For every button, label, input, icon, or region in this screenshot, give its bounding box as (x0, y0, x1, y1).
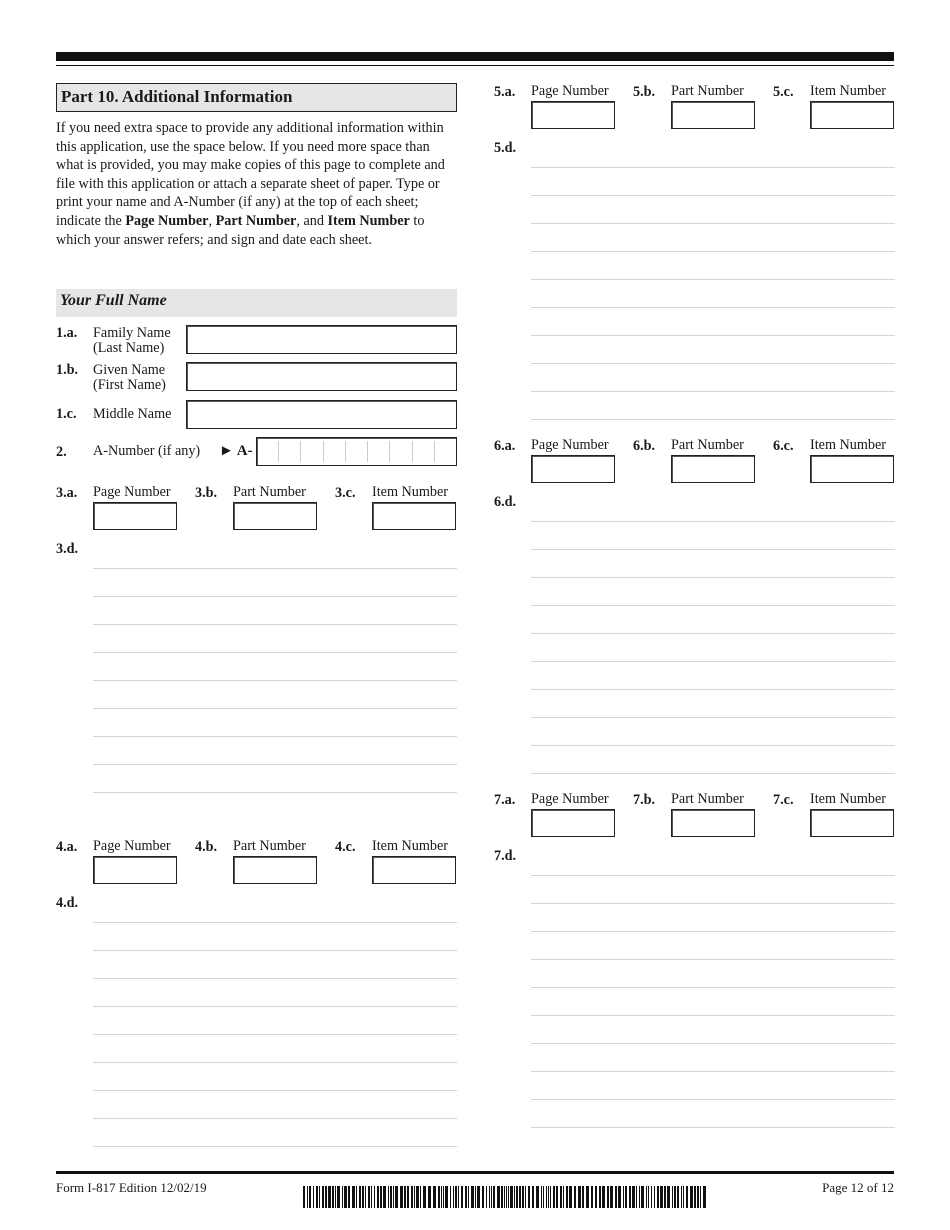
barcode-bar (414, 1186, 415, 1208)
barcode-bar (548, 1186, 549, 1208)
writing-line (531, 1015, 895, 1016)
page-number-field-3[interactable] (93, 502, 177, 530)
writing-line (531, 717, 895, 718)
barcode-bar (586, 1186, 589, 1208)
item-number-5a: 5.a. (494, 84, 516, 100)
barcode-bar (438, 1186, 440, 1208)
item-number-1a: 1.a. (56, 325, 78, 341)
a-number-digit-cell[interactable] (301, 441, 323, 462)
barcode-bar (486, 1186, 487, 1208)
barcode-bar (690, 1186, 693, 1208)
barcode-bar (629, 1186, 631, 1208)
barcode-bar (482, 1186, 484, 1208)
writing-line (93, 1090, 457, 1091)
barcode-bar (445, 1186, 448, 1208)
top-rule-thick (56, 52, 894, 61)
item-number-7a: 7.a. (494, 792, 516, 808)
barcode-bar (475, 1186, 476, 1208)
barcode-bar (501, 1186, 503, 1208)
barcode-bar (686, 1186, 688, 1208)
barcode-bar (618, 1186, 621, 1208)
barcode-bar (595, 1186, 597, 1208)
barcode-bar (362, 1186, 364, 1208)
item-number-4d: 4.d. (56, 895, 79, 911)
barcode-bar (632, 1186, 635, 1208)
barcode-bar (497, 1186, 500, 1208)
writing-line (531, 689, 895, 690)
barcode-bar (332, 1186, 334, 1208)
barcode-bar (493, 1186, 495, 1208)
item-number-7c: 7.c. (773, 792, 794, 808)
page-number-label-3: Page Number (93, 484, 171, 500)
barcode-bar (563, 1186, 564, 1208)
barcode-bar (348, 1186, 350, 1208)
barcode-bar (420, 1186, 421, 1208)
barcode-bar (516, 1186, 518, 1208)
part-number-field-5[interactable] (671, 101, 755, 129)
part-number-field-4[interactable] (233, 856, 317, 884)
barcode-image (303, 1186, 707, 1208)
part-number-label-7: Part Number (671, 791, 744, 807)
barcode-bar (407, 1186, 409, 1208)
barcode-bar (388, 1186, 389, 1208)
barcode-bar (703, 1186, 706, 1208)
a-number-digit-cell[interactable] (279, 441, 301, 462)
page-number-field-4[interactable] (93, 856, 177, 884)
item-number-1b: 1.b. (56, 362, 79, 378)
barcode-bar (506, 1186, 507, 1208)
page-number-label-5: Page Number (531, 83, 609, 99)
barcode-bar (541, 1186, 542, 1208)
barcode-bar (566, 1186, 568, 1208)
item-number-field-7[interactable] (810, 809, 894, 837)
writing-line (531, 605, 895, 606)
instructions-paragraph: If you need extra space to provide any additional information within this application, use the space below. If you need more space than what is provided, you may make copies of this page to complete and file with this application or attach a separate sheet of paper. Type or print your name and A-Number (if any) at the top of each sheet; indicate the Page Number, Part Number, and Item Number to which your answer refers; and sign and date each sheet. (56, 120, 445, 248)
part-number-field-6[interactable] (671, 455, 755, 483)
barcode-bar (383, 1186, 386, 1208)
barcode-bar (519, 1186, 521, 1208)
writing-line (93, 1062, 457, 1063)
barcode-bar (615, 1186, 617, 1208)
barcode-bar (423, 1186, 426, 1208)
item-number-label-5: Item Number (810, 83, 887, 99)
barcode-bar (428, 1186, 431, 1208)
barcode-bar (374, 1186, 375, 1208)
writing-line (531, 633, 895, 634)
barcode-bar (443, 1186, 444, 1208)
barcode-bar (344, 1186, 347, 1208)
writing-line (531, 959, 895, 960)
part-number-label-4: Part Number (233, 838, 306, 854)
family-name-label: Family Name (Last Name) (93, 325, 171, 356)
a-number-digit-cell[interactable] (346, 441, 368, 462)
barcode-bar (352, 1186, 355, 1208)
barcode-bar (610, 1186, 613, 1208)
barcode-bar (556, 1186, 558, 1208)
barcode-bar (639, 1186, 640, 1208)
item-number-field-4[interactable] (372, 856, 456, 884)
barcode-bar (416, 1186, 419, 1208)
writing-line (531, 931, 895, 932)
writing-line (531, 661, 895, 662)
item-number-2: 2. (56, 444, 67, 460)
middle-name-label: Middle Name (93, 406, 172, 422)
barcode-bar (337, 1186, 340, 1208)
writing-line (531, 335, 895, 336)
item-number-3c: 3.c. (335, 485, 356, 501)
barcode-bar (303, 1186, 305, 1208)
page-number-label-7: Page Number (531, 791, 609, 807)
barcode-bar (441, 1186, 442, 1208)
writing-line (531, 167, 895, 168)
writing-line (93, 764, 457, 765)
item-number-label-4: Item Number (372, 838, 449, 854)
writing-line (531, 773, 895, 774)
barcode-bar (510, 1186, 513, 1208)
writing-line (93, 922, 457, 923)
barcode-bar (471, 1186, 474, 1208)
page-number-label-6: Page Number (531, 437, 609, 453)
writing-line (531, 1099, 895, 1100)
barcode-bar (468, 1186, 469, 1208)
item-number-4c: 4.c. (335, 839, 356, 855)
writing-line (93, 950, 457, 951)
part-number-label-6: Part Number (671, 437, 744, 453)
a-number-prefix: ► A- (219, 443, 253, 459)
barcode-bar (307, 1186, 308, 1208)
barcode-bar (677, 1186, 679, 1208)
item-number-1c: 1.c. (56, 406, 77, 422)
bottom-rule (56, 1171, 894, 1174)
full-name-section-title: Your Full Name (56, 289, 457, 317)
barcode-bar (514, 1186, 515, 1208)
writing-line (531, 1071, 895, 1072)
barcode-bar (411, 1186, 413, 1208)
barcode-bar (400, 1186, 403, 1208)
writing-line (93, 680, 457, 681)
barcode-bar (450, 1186, 451, 1208)
writing-line (531, 391, 895, 392)
item-number-label-7: Item Number (810, 791, 887, 807)
barcode-bar (532, 1186, 534, 1208)
item-number-6a: 6.a. (494, 438, 516, 454)
barcode-bar (325, 1186, 327, 1208)
barcode-bar (380, 1186, 382, 1208)
barcode-bar (536, 1186, 539, 1208)
a-number-digit-cell[interactable] (435, 441, 456, 462)
writing-line (531, 987, 895, 988)
barcode-bar (574, 1186, 576, 1208)
barcode-bar (582, 1186, 584, 1208)
page-number-label-4: Page Number (93, 838, 171, 854)
part-number-label-5: Part Number (671, 83, 744, 99)
barcode-bar (371, 1186, 372, 1208)
writing-line (531, 223, 895, 224)
barcode-bar (543, 1186, 544, 1208)
writing-line (531, 195, 895, 196)
barcode-bar (528, 1186, 530, 1208)
a-number-digit-cell[interactable] (413, 441, 435, 462)
barcode-bar (525, 1186, 526, 1208)
part-number-field-3[interactable] (233, 502, 317, 530)
barcode-bar (625, 1186, 627, 1208)
barcode-bar (365, 1186, 366, 1208)
barcode-bar (578, 1186, 581, 1208)
part-header: Part 10. Additional Information (56, 83, 457, 112)
item-number-4a: 4.a. (56, 839, 78, 855)
writing-line (531, 875, 895, 876)
item-number-7b: 7.b. (633, 792, 656, 808)
barcode-bar (477, 1186, 480, 1208)
given-name-label: Given Name (First Name) (93, 362, 166, 393)
item-number-field-3[interactable] (372, 502, 456, 530)
barcode-bar (657, 1186, 659, 1208)
barcode-bar (453, 1186, 454, 1208)
writing-line (93, 1034, 457, 1035)
a-number-digit-cell[interactable] (368, 441, 390, 462)
barcode-bar (599, 1186, 601, 1208)
barcode-bar (683, 1186, 684, 1208)
writing-line (93, 568, 457, 569)
barcode-bar (672, 1186, 673, 1208)
barcode-bar (654, 1186, 655, 1208)
item-number-5d: 5.d. (494, 140, 517, 156)
barcode-bar (491, 1186, 492, 1208)
barcode-bar (342, 1186, 343, 1208)
a-number-digit-cell[interactable] (390, 441, 412, 462)
given-name-field[interactable] (186, 362, 457, 391)
barcode-bar (393, 1186, 394, 1208)
part-number-label-3: Part Number (233, 484, 306, 500)
barcode-bar (681, 1186, 682, 1208)
writing-line (531, 549, 895, 550)
barcode-bar (390, 1186, 392, 1208)
barcode-bar (433, 1186, 436, 1208)
item-number-5b: 5.b. (633, 84, 656, 100)
writing-line (531, 363, 895, 364)
barcode-bar (461, 1186, 463, 1208)
writing-line (531, 307, 895, 308)
writing-line (93, 624, 457, 625)
barcode-bar (674, 1186, 676, 1208)
writing-line (531, 903, 895, 904)
item-number-5c: 5.c. (773, 84, 794, 100)
item-number-3a: 3.a. (56, 485, 78, 501)
barcode-bar (602, 1186, 605, 1208)
writing-line (93, 792, 457, 793)
barcode-bar (646, 1186, 647, 1208)
barcode-bar (489, 1186, 490, 1208)
part-number-field-7[interactable] (671, 809, 755, 837)
writing-line (531, 419, 895, 420)
barcode-bar (560, 1186, 562, 1208)
writing-line (93, 1118, 457, 1119)
page-number: Page 12 of 12 (822, 1180, 894, 1195)
barcode-bar (313, 1186, 314, 1208)
top-rule-thin (56, 65, 894, 66)
barcode-bar (395, 1186, 398, 1208)
writing-line (531, 251, 895, 252)
page-number-field-6[interactable] (531, 455, 615, 483)
a-number-field[interactable] (256, 437, 457, 466)
a-number-label: A-Number (if any) (93, 443, 201, 459)
writing-line (93, 1146, 457, 1147)
item-number-6c: 6.c. (773, 438, 794, 454)
barcode-bar (319, 1186, 320, 1208)
writing-line (93, 708, 457, 709)
writing-line (93, 596, 457, 597)
item-number-6d: 6.d. (494, 494, 517, 510)
page-number-field-7[interactable] (531, 809, 615, 837)
barcode-bar (356, 1186, 357, 1208)
item-number-4b: 4.b. (195, 839, 218, 855)
item-number-label-3: Item Number (372, 484, 449, 500)
barcode-bar (522, 1186, 524, 1208)
barcode-bar (504, 1186, 505, 1208)
writing-line (93, 978, 457, 979)
writing-line (531, 1043, 895, 1044)
barcode-bar (623, 1186, 624, 1208)
barcode-bar (377, 1186, 379, 1208)
barcode-bar (591, 1186, 593, 1208)
item-number-3d: 3.d. (56, 541, 79, 557)
barcode-bar (546, 1186, 547, 1208)
barcode-bar (465, 1186, 467, 1208)
item-number-field-5[interactable] (810, 101, 894, 129)
item-number-6b: 6.b. (633, 438, 656, 454)
barcode-bar (607, 1186, 609, 1208)
barcode-bar (660, 1186, 663, 1208)
writing-line (93, 652, 457, 653)
barcode-bar (335, 1186, 336, 1208)
writing-line (531, 745, 895, 746)
item-number-3b: 3.b. (195, 485, 218, 501)
barcode-bar (322, 1186, 324, 1208)
form-edition: Form I-817 Edition 12/02/19 (56, 1180, 207, 1195)
barcode-bar (328, 1186, 331, 1208)
barcode-bar (648, 1186, 649, 1208)
barcode-bar (651, 1186, 652, 1208)
barcode-bar (404, 1186, 406, 1208)
barcode-bar (455, 1186, 457, 1208)
barcode-bar (458, 1186, 459, 1208)
family-name-field[interactable] (186, 325, 457, 354)
barcode-bar (664, 1186, 666, 1208)
middle-name-field[interactable] (186, 400, 457, 429)
item-number-label-6: Item Number (810, 437, 887, 453)
barcode-bar (368, 1186, 370, 1208)
writing-line (93, 1006, 457, 1007)
a-number-digit-cell[interactable] (324, 441, 346, 462)
barcode-bar (697, 1186, 699, 1208)
barcode-bar (636, 1186, 637, 1208)
item-number-field-6[interactable] (810, 455, 894, 483)
writing-line (531, 577, 895, 578)
writing-line (531, 1127, 895, 1128)
barcode-bar (309, 1186, 311, 1208)
barcode-bar (508, 1186, 509, 1208)
page-number-field-5[interactable] (531, 101, 615, 129)
barcode-bar (553, 1186, 555, 1208)
barcode-bar (316, 1186, 318, 1208)
barcode-bar (694, 1186, 696, 1208)
barcode-bar (667, 1186, 670, 1208)
barcode-bar (641, 1186, 644, 1208)
barcode-bar (569, 1186, 572, 1208)
barcode-bar (550, 1186, 551, 1208)
a-number-digit-cell[interactable] (257, 441, 279, 462)
writing-line (93, 736, 457, 737)
writing-line (531, 279, 895, 280)
barcode-bar (700, 1186, 701, 1208)
barcode-bar (359, 1186, 361, 1208)
writing-line (531, 521, 895, 522)
item-number-7d: 7.d. (494, 848, 517, 864)
